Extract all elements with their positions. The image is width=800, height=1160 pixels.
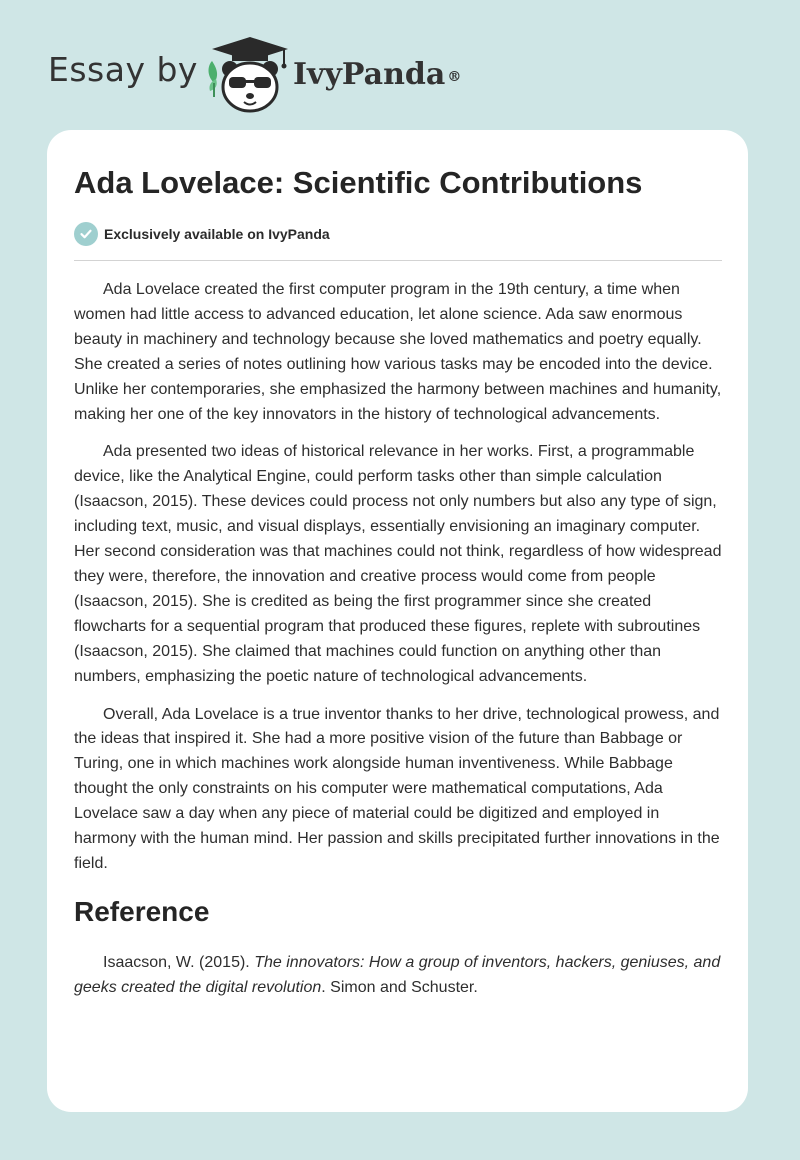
essay-by-label: Essay by	[48, 50, 198, 89]
essay-title: Ada Lovelace: Scientific Contributions	[74, 165, 643, 200]
paragraph: Ada Lovelace created the first computer program in the 19th century, a time when women had little access to advanced education, let alone science. Ada saw enormous beauty in machinery and technology because she loved mathematics and poetry equally. She created a series of notes outlining how various tasks may be encoded into the device. Unlike her contemporaries, she emphasized the harmony between machines and humanity, making her one of the key innovators in the history of technological advancements.	[74, 281, 722, 423]
paragraph: Overall, Ada Lovelace is a true inventor thanks to her drive, technological prowess, and the ideas that inspired it. She had a more positive vision of the future than Babbage or Turing, one in which machines work alongside human inventiveness. While Babbage thought the only constraints on his computer were mathematical computations, Ada Lovelace saw a day when any piece of material could be digitized and employed in harmony with the human mind. Her passion and skills precipitated further innovations in the field.	[74, 705, 720, 872]
essay-body	[74, 278, 724, 1014]
essay-card	[47, 130, 748, 1112]
reference-publisher: . Simon and Schuster.	[321, 978, 478, 996]
divider	[74, 260, 722, 261]
exclusive-badge-text: Exclusively available on IvyPanda	[104, 226, 330, 242]
reference-heading: Reference	[74, 895, 210, 927]
reference-title: The innovators: How a group of inventors, hackers, geniuses, and geeks created the digital revolution	[74, 953, 721, 996]
check-icon	[74, 222, 98, 246]
registered-mark: ®	[447, 69, 462, 85]
exclusive-badge	[74, 222, 330, 246]
panda-logo-icon[interactable]	[200, 35, 300, 115]
site-header	[0, 0, 800, 125]
reference-author: Isaacson, W. (2015).	[103, 953, 255, 971]
brand-name-text: IvyPanda	[293, 57, 446, 92]
brand-name[interactable]	[293, 55, 461, 95]
reference-entry	[74, 951, 724, 1001]
paragraph: Ada presented two ideas of historical relevance in her works. First, a programmable device, like the Analytical Engine, could perform tasks other than simple calculation (Isaacson, 2015). These devices could process not only numbers but also any type of sign, including text, music, and visual displays, essentially envisioning an imaginary computer. Her second consideration was that machines could not think, regardless of how widespread they were, therefore, the innovation and creative process would come from people (Isaacson, 2015). She is credited as being the first programmer since she created flowcharts for a sequential program that produced these figures, replete with subroutines (Isaacson, 2015). She claimed that machines could function on anything other than numbers, emphasizing the poetic nature of technological advancements.	[74, 443, 722, 685]
